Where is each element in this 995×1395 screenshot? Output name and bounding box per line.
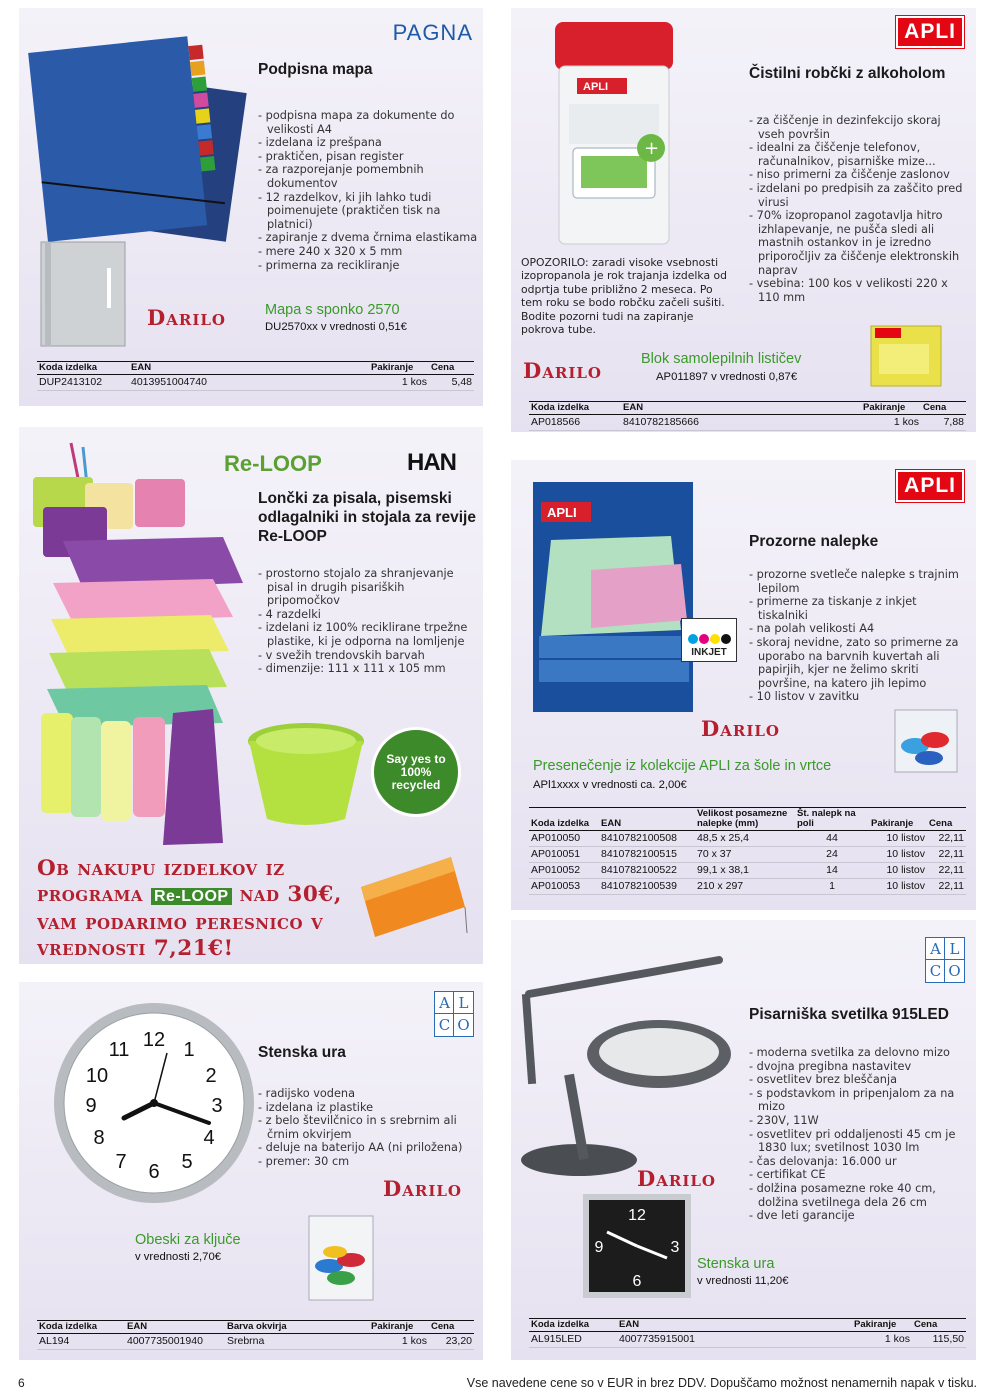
table-cell: 8410782100522 [599,863,695,879]
table-cell: 4013951004740 [129,375,369,391]
table-cell: 8410782100508 [599,831,695,847]
table-row [37,375,474,391]
table-cell: AP010050 [529,831,599,847]
clock-numeral: 11 [108,1039,130,1061]
table-cell: 1 kos [852,1332,912,1348]
panel-prozorne-nalepke [511,460,976,910]
feature-item: - dolžina posamezne roke 40 cm, dolžina svetilnega dela 26 cm [749,1182,969,1209]
product-title: Lončki za pisala, pisemski odlagalniki in stojala za revije Re-LOOP [258,490,476,545]
product-table [37,361,474,391]
feature-item: - prostorno stojalo za shranjevanje pisal in drugih pisariških pripomočkov [258,567,480,608]
table-cell: 22,11 [927,831,966,847]
desk-lamp-image [519,954,741,1184]
inkjet-label: INKJET [691,647,727,658]
waste-bin-image [241,719,371,831]
product-table [529,401,966,431]
recycled-badge [371,727,461,817]
clock-numeral: 12 [142,1029,166,1051]
col-header: Pakiranje [861,402,921,415]
feature-item: - s podstavkom in pripenjalom za na mizo [749,1087,969,1114]
table-cell: 22,11 [927,863,966,879]
table-cell: AP010051 [529,847,599,863]
col-header: Cena [912,1319,966,1332]
feature-item: - primerne za tiskanje z inkjet tiskalniki [749,595,964,622]
darilo-label: Darilo [383,1176,462,1201]
table-cell: 8410782185666 [621,415,861,431]
warning-body: : zaradi visoke vsebnosti izopropanola je rok trajanja izdelka od odprtja tube približno 2 meseca. Po tem roku se bodo robčku začeli sušiti. Bodite pozorni tudi na zapiranje pokrova tube. [521,256,727,337]
col-header: EAN [599,808,695,831]
panel-svetilka [511,920,976,1360]
darilo-label: Darilo [523,358,602,383]
feature-item: - 70% izopropanol zagotavlja hitro izhlapevanje, ne pušča sledi ali mastnih ostankov in je izredno priporočljiv za čiščenje elektronskih naprav [749,209,964,277]
product-title: Prozorne nalepke [749,533,879,550]
table-cell: 48,5 x 25,4 [695,831,795,847]
feature-item: - za razporejanje pomembnih dokumentov [258,163,478,190]
clock-numeral: 10 [85,1065,109,1087]
alco-letter: L [453,991,474,1015]
pencil-case-image [341,847,471,947]
svg-text:APLI: APLI [583,81,609,93]
col-header: Koda izdelka [529,1319,617,1332]
table-cell: 210 x 297 [695,879,795,895]
product-title: Stenska ura [258,1044,346,1061]
alco-letter: A [434,991,455,1015]
col-header: Cena [429,362,474,375]
svg-text:+: + [644,138,660,159]
feature-item: - moderna svetilka za delovno mizo [749,1046,969,1060]
table-header-row [37,1321,474,1334]
col-header: Cena [927,808,966,831]
feature-list [258,109,478,272]
col-header: EAN [617,1319,852,1332]
feature-item: - premer: 30 cm [258,1155,478,1169]
table-row [529,831,966,847]
reloop-logo: Re-LOOP [224,451,322,476]
feature-item: - certifikat CE [749,1168,969,1182]
col-header: Cena [429,1321,474,1334]
clock-numeral: 4 [203,1127,215,1149]
product-title: Čistilni robčki z alkoholom [749,65,946,82]
panel-stenska-ura [19,982,483,1360]
feature-item: - dve leti garancije [749,1209,969,1223]
gift-subtitle: v vrednosti 11,20€ [697,1275,789,1287]
feature-item: - 12 razdelkov, ki jih lahko tudi poimenujete (praktičen tisk na platnici) [258,191,478,232]
alco-logo [435,992,473,1036]
darilo-label: Darilo [637,1166,716,1191]
table-cell: 99,1 x 38,1 [695,863,795,879]
product-title: Podpisna mapa [258,61,373,78]
product-table [529,1318,966,1348]
feature-item: - dimenzije: 111 x 111 x 105 mm [258,662,480,676]
table-cell: 4007735001940 [125,1334,225,1350]
table-cell: 22,11 [927,879,966,895]
panel-podpisna-mapa [19,8,483,406]
table-row [529,863,966,879]
table-cell: 5,48 [429,375,474,391]
table-cell: 44 [795,831,869,847]
gift-subtitle: AP011897 v vrednosti 0,87€ [656,371,798,383]
promo-text [37,856,347,962]
table-cell: 1 kos [861,415,921,431]
col-header: EAN [129,362,369,375]
feature-item: - mere 240 x 320 x 5 mm [258,245,478,259]
wall-clock-image [49,998,259,1208]
table-cell: 23,20 [429,1334,474,1350]
square-clock-image [581,1192,693,1300]
promo-text-a: Ob nakupu izdelkov iz programa [37,856,285,907]
feature-item: - osvetlitev brez bleščanja [749,1073,969,1087]
col-header: Velikost posamezne nalepke (mm) [695,808,795,831]
key-tags-box-image [305,1212,377,1304]
folder-image [27,22,253,242]
table-header-row [37,362,474,375]
col-header: EAN [125,1321,225,1334]
key-tags-bag-image [891,706,961,776]
panel-cistilni-robcki [511,8,976,432]
col-header: Cena [921,402,966,415]
feature-item: - prozorne svetleče nalepke s trajnim lepilom [749,568,964,595]
feature-item: - niso primerni za čiščenje zaslonov [749,168,964,182]
feature-item: - zapiranje z dvema črnima elastikama [258,231,478,245]
feature-item: - na polah velikosti A4 [749,622,964,636]
feature-item: - z belo številčnico in s srebrnim ali črnim okvirjem [258,1114,478,1141]
ink-drops-icon [685,629,733,647]
page-number: 6 [18,1376,25,1390]
table-row [529,879,966,895]
table-cell: AL194 [37,1334,125,1350]
pagna-logo: PAGNA [392,20,473,45]
feature-item: - 230V, 11W [749,1114,969,1128]
table-cell: Srebrna [225,1334,369,1350]
clock-numeral: 9 [594,1239,604,1256]
alco-letter: O [453,1013,474,1037]
table-row [37,1334,474,1350]
table-cell: AP010052 [529,863,599,879]
feature-item: - radijsko vodena [258,1087,478,1101]
reloop-products-image [23,433,255,853]
sticky-notes-image [867,318,945,390]
inkjet-badge [681,618,737,662]
badge-text: Say yes to 100% recycled [386,751,446,792]
apli-logo: APLI [896,16,964,48]
promo-brand: Re-LOOP [151,888,232,905]
table-cell: 115,50 [912,1332,966,1348]
warning-text [521,256,736,336]
table-cell: 10 listov [869,863,927,879]
clock-numeral: 6 [632,1273,642,1290]
feature-item: - deluje na baterijo AA (ni priložena) [258,1141,478,1155]
price-disclaimer: Vse navedene cene so v EUR in brez DDV. Dopuščamo možnost nenamernih napak v tisku. [466,1376,977,1390]
gift-title: Presenečenje iz kolekcije APLI za šole in vrtce [533,758,832,774]
clock-numeral: 6 [148,1161,160,1183]
table-cell: 10 listov [869,847,927,863]
feature-item: - podpisna mapa za dokumente do velikosti A4 [258,109,478,136]
feature-item: - izdelana iz plastike [258,1101,478,1115]
clock-numeral: 9 [85,1095,97,1117]
col-header: Koda izdelka [529,402,621,415]
table-cell: 22,11 [927,847,966,863]
feature-list [258,567,480,676]
feature-item: - v svežih trendovskih barvah [258,649,480,663]
gift-title: Blok samolepilnih lističev [641,351,802,367]
apli-logo: APLI [896,470,964,502]
feature-item: - izdelana iz prešpana [258,136,478,150]
feature-item: - primerna za recikliranje [258,259,478,273]
table-row [529,847,966,863]
feature-item: - vsebina: 100 kos v velikosti 220 x 110 mm [749,277,964,304]
alco-letter: O [944,959,965,983]
clock-numeral: 3 [670,1239,680,1256]
feature-item: - idealni za čiščenje telefonov, računalnikov, pisarniške mize... [749,141,964,168]
product-table [37,1320,474,1350]
alco-logo [926,938,964,982]
alco-letter: C [925,959,946,983]
darilo-label: Darilo [147,305,226,330]
product-table [529,807,966,895]
feature-list [258,1087,478,1169]
clock-numeral: 3 [211,1095,223,1117]
col-header: Barva okvirja [225,1321,369,1334]
table-header-row [529,402,966,415]
svg-text:APLI: APLI [547,505,577,520]
table-cell: 4007735915001 [617,1332,852,1348]
clock-numeral: 2 [205,1065,217,1087]
han-logo: HAN [407,449,456,476]
table-cell: 10 listov [869,831,927,847]
feature-list [749,1046,969,1223]
feature-item: - skoraj nevidne, zato so primerne za uporabo na barvnih kuvertah ali papirjih, kjer ne želimo skriti površine, na katero jih lepimo [749,636,964,690]
table-row [529,1332,966,1348]
table-cell: 8410782100539 [599,879,695,895]
feature-list [749,114,964,304]
feature-item: - čas delovanja: 16.000 ur [749,1155,969,1169]
wipes-tube-image [549,18,679,250]
gift-title: Obeski za ključe [135,1232,241,1248]
table-cell: 24 [795,847,869,863]
panel-reloop [19,427,483,964]
table-cell: 8410782100515 [599,847,695,863]
clock-numeral: 8 [93,1127,105,1149]
table-cell: 1 kos [369,375,429,391]
table-cell: AL915LED [529,1332,617,1348]
feature-item: - osvetlitev pri oddaljenosti 45 cm je 1830 lux; svetilnost 1030 lm [749,1128,969,1155]
gift-subtitle: v vrednosti 2,70€ [135,1251,222,1263]
feature-item: - 4 razdelki [258,608,480,622]
clock-numeral: 12 [628,1207,646,1224]
table-cell: 14 [795,863,869,879]
feature-item: - izdelani iz 100% reciklirane trpežne plastike, ki je odporna na lomljenje [258,621,480,648]
gift-title: Stenska ura [697,1256,775,1272]
table-cell: AP018566 [529,415,621,431]
feature-item: - dvojna pregibna nastavitev [749,1060,969,1074]
clock-numeral: 7 [115,1151,127,1173]
feature-item: - izdelani po predpisih za zaščito pred virusi [749,182,964,209]
col-header: Pakiranje [869,808,927,831]
feature-list [749,568,964,704]
product-title: Pisarniška svetilka 915LED [749,1006,949,1023]
col-header: Koda izdelka [37,362,129,375]
alco-letter: L [944,937,965,961]
col-header: Pakiranje [852,1319,912,1332]
promo-text-b: nad 30€, vam podarimo peresnico v vrednosti 7,21€! [37,882,342,961]
feature-item: - 10 listov v zavitku [749,690,964,704]
table-cell: 70 x 37 [695,847,795,863]
col-header: EAN [621,402,861,415]
darilo-label: Darilo [701,716,780,741]
table-cell: 7,88 [921,415,966,431]
feature-item: - za čiščenje in dezinfekcijo skoraj vseh površin [749,114,964,141]
col-header: Pakiranje [369,1321,429,1334]
clip-folder-image [37,238,129,350]
labels-pack-image [531,480,697,716]
gift-title: Mapa s sponko 2570 [265,302,400,318]
alco-letter: C [434,1013,455,1037]
table-header-row [529,808,966,831]
table-cell: DUP2413102 [37,375,129,391]
col-header: Št. nalepk na poli [795,808,869,831]
clock-numeral: 1 [183,1039,195,1061]
col-header: Pakiranje [369,362,429,375]
clock-numeral: 5 [181,1151,193,1173]
table-cell: 1 kos [369,1334,429,1350]
alco-letter: A [925,937,946,961]
table-header-row [529,1319,966,1332]
gift-subtitle: APl1xxxx v vrednosti ca. 2,00€ [533,779,687,791]
col-header: Koda izdelka [37,1321,125,1334]
gift-subtitle: DU2570xx v vrednosti 0,51€ [265,321,407,333]
warning-label: OPOZORILO [521,256,586,269]
feature-item: - praktičen, pisan register [258,150,478,164]
table-row [529,415,966,431]
table-cell: 1 [795,879,869,895]
table-cell: AP010053 [529,879,599,895]
col-header: Koda izdelka [529,808,599,831]
table-cell: 10 listov [869,879,927,895]
